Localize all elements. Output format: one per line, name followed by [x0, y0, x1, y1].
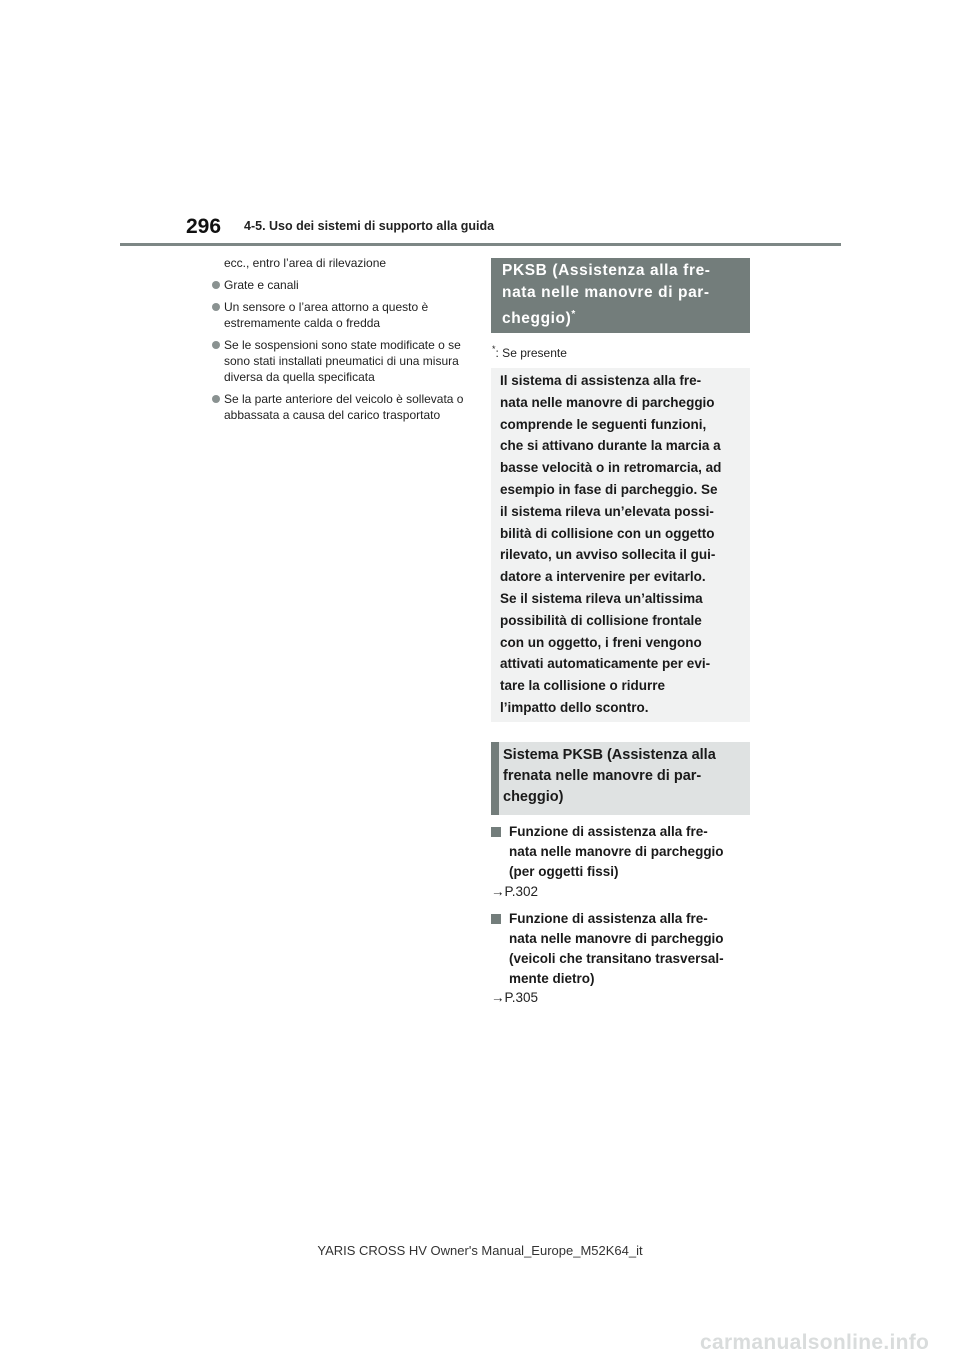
left-column	[212, 255, 470, 429]
bullet-dot-icon	[212, 281, 220, 289]
function-heading	[491, 909, 750, 989]
pksb-heading-banner	[491, 258, 750, 333]
intro-line: nata nelle manovre di parcheggio	[500, 394, 715, 410]
function-heading	[491, 822, 750, 882]
intro-line: attivati automaticamente per evi-	[500, 656, 711, 672]
footer-text: YARIS CROSS HV Owner's Manual_Europe_M52K64_it	[317, 1243, 643, 1258]
page-reference-link[interactable]: →P.302	[491, 884, 539, 899]
bullet-dot-icon	[212, 395, 220, 403]
bullet-text: Un sensore o l’area attorno a questo è estremamente calda o fredda	[224, 300, 429, 330]
intro-line: esempio in fase di parcheggio. Se	[500, 481, 718, 497]
intro-line: rilevato, un avviso sollecita il gui-	[500, 547, 716, 563]
intro-line: bilità di collisione con un oggetto	[500, 525, 715, 541]
page-number: 296	[186, 215, 222, 238]
pksb-heading-line: cheggio)*	[502, 309, 576, 328]
header-divider	[120, 243, 841, 246]
bullet-dot-icon	[212, 303, 220, 311]
system-subheading-banner	[491, 742, 750, 815]
intro-line: che si attivano durante la marcia a	[500, 438, 721, 454]
bullet-item	[212, 277, 470, 293]
page-reference-link[interactable]: →P.305	[491, 990, 539, 1005]
pksb-heading-line: nata nelle manovre di par-	[502, 284, 710, 301]
continuation-text: ecc., entro l’area di rilevazione	[224, 256, 387, 270]
footnote-mark: *	[492, 344, 496, 354]
pksb-heading-line: PKSB (Assistenza alla fre-	[502, 262, 711, 279]
intro-line: tare la collisione o ridurre	[500, 678, 666, 694]
bullet-text: Se le sospensioni sono state modificate o se sono stati installati pneumatici di una misura diversa da quella specificata	[224, 338, 461, 384]
intro-line: Se il sistema rileva un’altissima	[500, 590, 703, 606]
function-line: Funzione di assistenza alla fre-	[509, 824, 708, 839]
intro-line: datore a intervenire per evitarlo.	[500, 569, 706, 585]
function-line: nata nelle manovre di parcheggio	[509, 844, 724, 859]
intro-line: il sistema rileva un’elevata possi-	[500, 503, 714, 519]
subheading-line: cheggio)	[503, 789, 564, 805]
function-line: mente dietro)	[509, 971, 595, 986]
intro-line: con un oggetto, i freni vengono	[500, 634, 702, 650]
bullet-item	[212, 299, 470, 331]
footnote	[492, 344, 567, 360]
subheading-line: frenata nelle manovre di par-	[503, 768, 702, 784]
bullet-text: Grate e canali	[224, 278, 299, 292]
square-bullet-icon	[491, 827, 501, 837]
function-line: Funzione di assistenza alla fre-	[509, 911, 708, 926]
bullet-text: Se la parte anteriore del veicolo è sollevata o abbassata a causa del carico trasportato	[224, 392, 464, 422]
function-line: nata nelle manovre di parcheggio	[509, 931, 724, 946]
intro-line: comprende le seguenti funzioni,	[500, 416, 707, 432]
watermark: carmanualsonline.info	[700, 1331, 930, 1354]
bullet-item	[212, 391, 470, 423]
function-line: (veicoli che transitano trasversal-	[509, 951, 724, 966]
intro-line: l’impatto dello scontro.	[500, 699, 649, 715]
bullet-dot-icon	[212, 341, 220, 349]
bullet-item	[212, 337, 470, 385]
function-line: (per oggetti fissi)	[509, 864, 619, 879]
subheading-line: Sistema PKSB (Assistenza alla	[503, 747, 716, 763]
footnote-text: : Se presente	[495, 346, 567, 360]
intro-line: possibilità di collisione frontale	[500, 612, 702, 628]
intro-line: basse velocità o in retromarcia, ad	[500, 460, 722, 476]
square-bullet-icon	[491, 914, 501, 924]
section-title: 4-5. Uso dei sistemi di supporto alla guida	[244, 219, 495, 233]
intro-line: Il sistema di assistenza alla fre-	[500, 373, 702, 388]
footnote-mark: *	[571, 309, 576, 320]
intro-box	[491, 368, 750, 722]
